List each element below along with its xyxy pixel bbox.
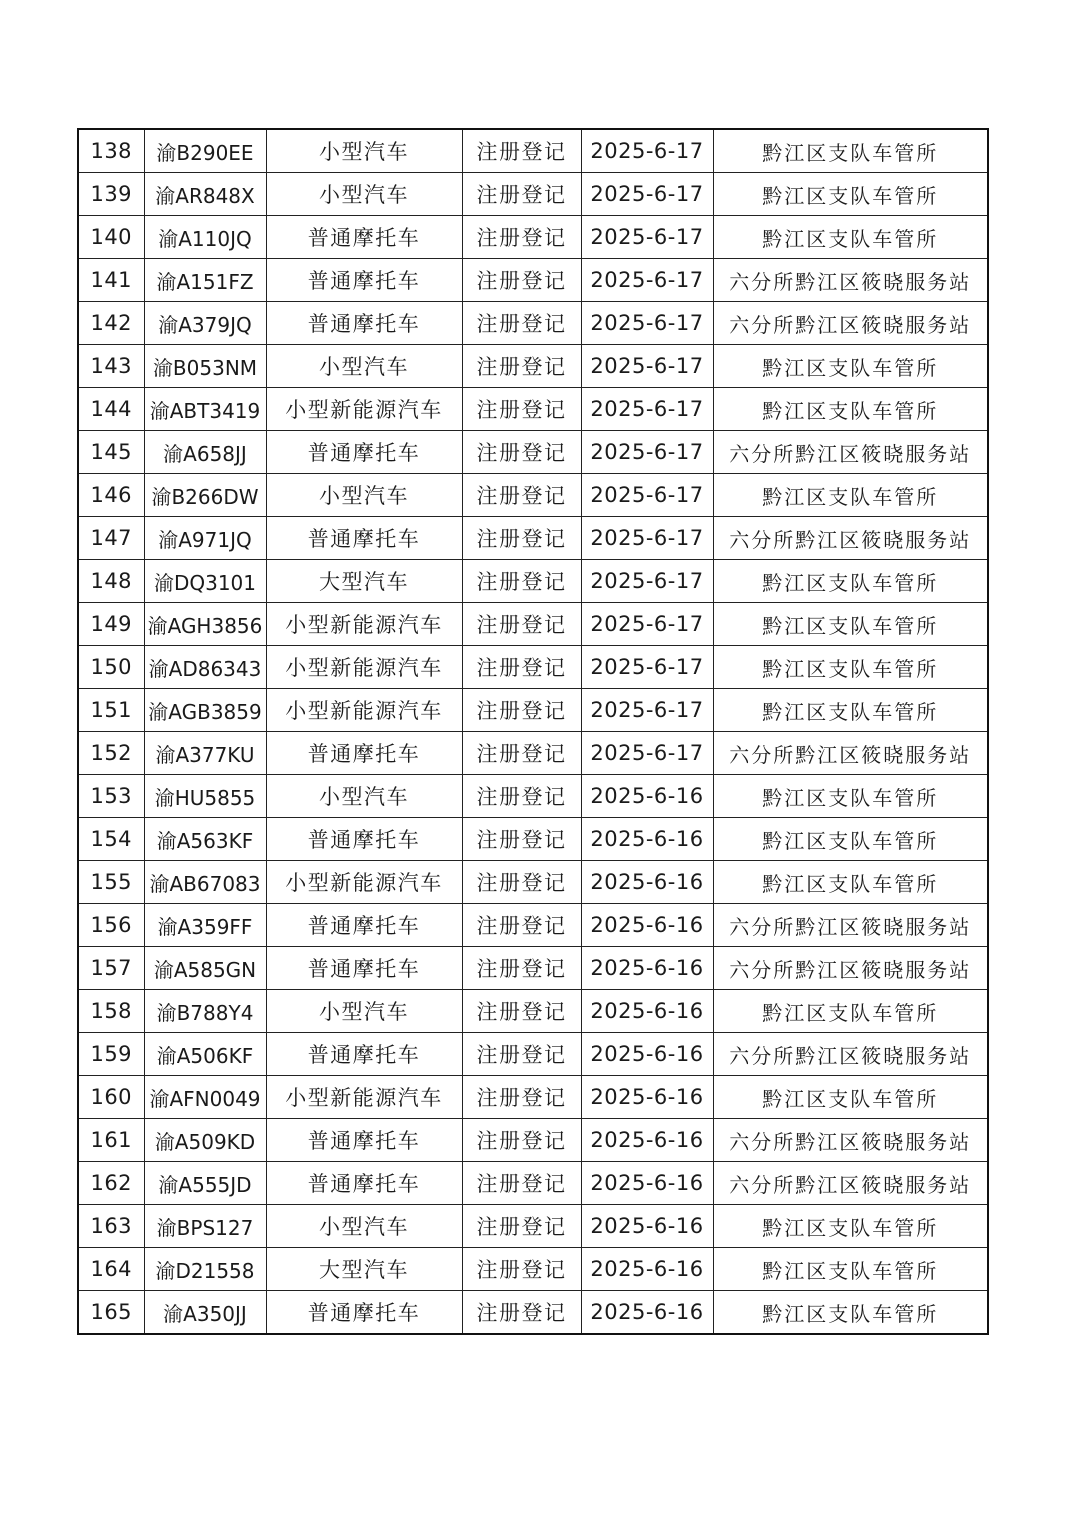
plate-number: 渝AGB3859 bbox=[144, 689, 266, 732]
vehicle-type: 小型汽车 bbox=[266, 474, 462, 517]
vehicle-type: 普通摩托车 bbox=[266, 1033, 462, 1076]
table-row bbox=[78, 775, 988, 818]
business-type: 注册登记 bbox=[462, 431, 581, 474]
registration-date: 2025-6-17 bbox=[581, 517, 713, 560]
vehicle-type: 普通摩托车 bbox=[266, 1291, 462, 1335]
business-type: 注册登记 bbox=[462, 1119, 581, 1162]
table-row bbox=[78, 904, 988, 947]
row-number: 161 bbox=[78, 1119, 144, 1162]
vehicle-type: 普通摩托车 bbox=[266, 216, 462, 259]
plate-number: 渝A350JJ bbox=[144, 1291, 266, 1335]
office-name: 黔江区支队车管所 bbox=[713, 474, 988, 517]
table-row bbox=[78, 560, 988, 603]
registration-date: 2025-6-16 bbox=[581, 1205, 713, 1248]
table-row bbox=[78, 861, 988, 904]
row-number: 142 bbox=[78, 302, 144, 345]
business-type: 注册登记 bbox=[462, 1076, 581, 1119]
table-row bbox=[78, 646, 988, 689]
office-name: 黔江区支队车管所 bbox=[713, 646, 988, 689]
business-type: 注册登记 bbox=[462, 603, 581, 646]
registration-date: 2025-6-17 bbox=[581, 173, 713, 216]
business-type: 注册登记 bbox=[462, 302, 581, 345]
row-number: 140 bbox=[78, 216, 144, 259]
office-name: 六分所黔江区筱晓服务站 bbox=[713, 517, 988, 560]
vehicle-type: 大型汽车 bbox=[266, 1248, 462, 1291]
office-name: 黔江区支队车管所 bbox=[713, 173, 988, 216]
business-type: 注册登记 bbox=[462, 517, 581, 560]
row-number: 162 bbox=[78, 1162, 144, 1205]
row-number: 151 bbox=[78, 689, 144, 732]
vehicle-type: 普通摩托车 bbox=[266, 1119, 462, 1162]
vehicle-type: 小型汽车 bbox=[266, 1205, 462, 1248]
row-number: 141 bbox=[78, 259, 144, 302]
office-name: 六分所黔江区筱晓服务站 bbox=[713, 732, 988, 775]
registration-date: 2025-6-17 bbox=[581, 431, 713, 474]
table-row bbox=[78, 1162, 988, 1205]
vehicle-type: 普通摩托车 bbox=[266, 302, 462, 345]
table-row bbox=[78, 302, 988, 345]
row-number: 148 bbox=[78, 560, 144, 603]
registration-date: 2025-6-17 bbox=[581, 474, 713, 517]
registration-date: 2025-6-16 bbox=[581, 775, 713, 818]
vehicle-type: 普通摩托车 bbox=[266, 431, 462, 474]
business-type: 注册登记 bbox=[462, 818, 581, 861]
row-number: 143 bbox=[78, 345, 144, 388]
vehicle-type: 小型汽车 bbox=[266, 775, 462, 818]
table-row bbox=[78, 345, 988, 388]
business-type: 注册登记 bbox=[462, 732, 581, 775]
row-number: 138 bbox=[78, 129, 144, 173]
vehicle-type: 小型新能源汽车 bbox=[266, 1076, 462, 1119]
registration-table bbox=[77, 128, 989, 1335]
registration-date: 2025-6-17 bbox=[581, 646, 713, 689]
plate-number: 渝AD86343 bbox=[144, 646, 266, 689]
vehicle-type: 小型汽车 bbox=[266, 129, 462, 173]
business-type: 注册登记 bbox=[462, 129, 581, 173]
row-number: 145 bbox=[78, 431, 144, 474]
registration-date: 2025-6-16 bbox=[581, 947, 713, 990]
row-number: 165 bbox=[78, 1291, 144, 1335]
table-row bbox=[78, 431, 988, 474]
row-number: 158 bbox=[78, 990, 144, 1033]
business-type: 注册登记 bbox=[462, 173, 581, 216]
business-type: 注册登记 bbox=[462, 775, 581, 818]
vehicle-type: 普通摩托车 bbox=[266, 818, 462, 861]
plate-number: 渝AGH3856 bbox=[144, 603, 266, 646]
office-name: 六分所黔江区筱晓服务站 bbox=[713, 259, 988, 302]
registration-date: 2025-6-17 bbox=[581, 216, 713, 259]
registration-date: 2025-6-16 bbox=[581, 1119, 713, 1162]
vehicle-type: 小型新能源汽车 bbox=[266, 646, 462, 689]
office-name: 六分所黔江区筱晓服务站 bbox=[713, 1119, 988, 1162]
office-name: 六分所黔江区筱晓服务站 bbox=[713, 947, 988, 990]
registration-date: 2025-6-17 bbox=[581, 302, 713, 345]
vehicle-type: 小型汽车 bbox=[266, 345, 462, 388]
registration-date: 2025-6-16 bbox=[581, 818, 713, 861]
plate-number: 渝A359FF bbox=[144, 904, 266, 947]
office-name: 黔江区支队车管所 bbox=[713, 1076, 988, 1119]
business-type: 注册登记 bbox=[462, 388, 581, 431]
vehicle-type: 普通摩托车 bbox=[266, 259, 462, 302]
registration-date: 2025-6-17 bbox=[581, 129, 713, 173]
registration-date: 2025-6-17 bbox=[581, 732, 713, 775]
business-type: 注册登记 bbox=[462, 259, 581, 302]
business-type: 注册登记 bbox=[462, 1291, 581, 1335]
plate-number: 渝B290EE bbox=[144, 129, 266, 173]
plate-number: 渝B053NM bbox=[144, 345, 266, 388]
registration-date: 2025-6-16 bbox=[581, 1291, 713, 1335]
row-number: 147 bbox=[78, 517, 144, 560]
business-type: 注册登记 bbox=[462, 861, 581, 904]
row-number: 150 bbox=[78, 646, 144, 689]
office-name: 六分所黔江区筱晓服务站 bbox=[713, 904, 988, 947]
business-type: 注册登记 bbox=[462, 990, 581, 1033]
business-type: 注册登记 bbox=[462, 947, 581, 990]
plate-number: 渝A379JQ bbox=[144, 302, 266, 345]
registration-date: 2025-6-17 bbox=[581, 603, 713, 646]
table-row bbox=[78, 129, 988, 173]
business-type: 注册登记 bbox=[462, 1162, 581, 1205]
business-type: 注册登记 bbox=[462, 1205, 581, 1248]
vehicle-type: 小型新能源汽车 bbox=[266, 603, 462, 646]
row-number: 153 bbox=[78, 775, 144, 818]
office-name: 黔江区支队车管所 bbox=[713, 560, 988, 603]
office-name: 黔江区支队车管所 bbox=[713, 345, 988, 388]
registration-date: 2025-6-16 bbox=[581, 861, 713, 904]
vehicle-type: 小型汽车 bbox=[266, 173, 462, 216]
office-name: 黔江区支队车管所 bbox=[713, 388, 988, 431]
table-row bbox=[78, 1205, 988, 1248]
table-row bbox=[78, 474, 988, 517]
office-name: 六分所黔江区筱晓服务站 bbox=[713, 431, 988, 474]
table-row bbox=[78, 603, 988, 646]
row-number: 154 bbox=[78, 818, 144, 861]
plate-number: 渝B788Y4 bbox=[144, 990, 266, 1033]
row-number: 146 bbox=[78, 474, 144, 517]
plate-number: 渝AFN0049 bbox=[144, 1076, 266, 1119]
table-row bbox=[78, 216, 988, 259]
office-name: 黔江区支队车管所 bbox=[713, 775, 988, 818]
plate-number: 渝A555JD bbox=[144, 1162, 266, 1205]
plate-number: 渝BPS127 bbox=[144, 1205, 266, 1248]
registration-date: 2025-6-17 bbox=[581, 388, 713, 431]
row-number: 160 bbox=[78, 1076, 144, 1119]
table-row bbox=[78, 1119, 988, 1162]
plate-number: 渝A377KU bbox=[144, 732, 266, 775]
plate-number: 渝ABT3419 bbox=[144, 388, 266, 431]
business-type: 注册登记 bbox=[462, 216, 581, 259]
plate-number: 渝DQ3101 bbox=[144, 560, 266, 603]
plate-number: 渝AB67083 bbox=[144, 861, 266, 904]
row-number: 155 bbox=[78, 861, 144, 904]
vehicle-type: 小型新能源汽车 bbox=[266, 388, 462, 431]
office-name: 六分所黔江区筱晓服务站 bbox=[713, 1033, 988, 1076]
office-name: 黔江区支队车管所 bbox=[713, 1248, 988, 1291]
business-type: 注册登记 bbox=[462, 689, 581, 732]
row-number: 159 bbox=[78, 1033, 144, 1076]
business-type: 注册登记 bbox=[462, 1248, 581, 1291]
registration-date: 2025-6-16 bbox=[581, 1162, 713, 1205]
table-row bbox=[78, 689, 988, 732]
plate-number: 渝A971JQ bbox=[144, 517, 266, 560]
registration-date: 2025-6-17 bbox=[581, 345, 713, 388]
plate-number: 渝A563KF bbox=[144, 818, 266, 861]
row-number: 139 bbox=[78, 173, 144, 216]
business-type: 注册登记 bbox=[462, 1033, 581, 1076]
office-name: 六分所黔江区筱晓服务站 bbox=[713, 302, 988, 345]
office-name: 黔江区支队车管所 bbox=[713, 861, 988, 904]
plate-number: 渝D21558 bbox=[144, 1248, 266, 1291]
office-name: 黔江区支队车管所 bbox=[713, 689, 988, 732]
office-name: 黔江区支队车管所 bbox=[713, 129, 988, 173]
table-row bbox=[78, 947, 988, 990]
registration-date: 2025-6-16 bbox=[581, 1033, 713, 1076]
office-name: 黔江区支队车管所 bbox=[713, 216, 988, 259]
row-number: 164 bbox=[78, 1248, 144, 1291]
plate-number: 渝A658JJ bbox=[144, 431, 266, 474]
table-row bbox=[78, 1248, 988, 1291]
registration-date: 2025-6-16 bbox=[581, 990, 713, 1033]
vehicle-type: 小型新能源汽车 bbox=[266, 861, 462, 904]
vehicle-type: 普通摩托车 bbox=[266, 732, 462, 775]
office-name: 六分所黔江区筱晓服务站 bbox=[713, 1162, 988, 1205]
office-name: 黔江区支队车管所 bbox=[713, 1291, 988, 1335]
table-row bbox=[78, 1033, 988, 1076]
table-row bbox=[78, 259, 988, 302]
business-type: 注册登记 bbox=[462, 345, 581, 388]
row-number: 157 bbox=[78, 947, 144, 990]
registration-date: 2025-6-17 bbox=[581, 560, 713, 603]
row-number: 144 bbox=[78, 388, 144, 431]
registration-date: 2025-6-16 bbox=[581, 1248, 713, 1291]
plate-number: 渝A585GN bbox=[144, 947, 266, 990]
vehicle-type: 普通摩托车 bbox=[266, 1162, 462, 1205]
vehicle-type: 小型汽车 bbox=[266, 990, 462, 1033]
plate-number: 渝A151FZ bbox=[144, 259, 266, 302]
plate-number: 渝A509KD bbox=[144, 1119, 266, 1162]
table-row bbox=[78, 818, 988, 861]
business-type: 注册登记 bbox=[462, 904, 581, 947]
row-number: 152 bbox=[78, 732, 144, 775]
business-type: 注册登记 bbox=[462, 560, 581, 603]
vehicle-type: 普通摩托车 bbox=[266, 947, 462, 990]
plate-number: 渝AR848X bbox=[144, 173, 266, 216]
vehicle-type: 小型新能源汽车 bbox=[266, 689, 462, 732]
business-type: 注册登记 bbox=[462, 474, 581, 517]
table-row bbox=[78, 1076, 988, 1119]
vehicle-type: 大型汽车 bbox=[266, 560, 462, 603]
office-name: 黔江区支队车管所 bbox=[713, 818, 988, 861]
registration-date: 2025-6-17 bbox=[581, 689, 713, 732]
table-body bbox=[78, 129, 988, 1334]
table-row bbox=[78, 990, 988, 1033]
table-row bbox=[78, 173, 988, 216]
row-number: 149 bbox=[78, 603, 144, 646]
table-row bbox=[78, 388, 988, 431]
business-type: 注册登记 bbox=[462, 646, 581, 689]
plate-number: 渝B266DW bbox=[144, 474, 266, 517]
registration-date: 2025-6-17 bbox=[581, 259, 713, 302]
office-name: 黔江区支队车管所 bbox=[713, 603, 988, 646]
table-row bbox=[78, 1291, 988, 1335]
registration-date: 2025-6-16 bbox=[581, 1076, 713, 1119]
registration-date: 2025-6-16 bbox=[581, 904, 713, 947]
plate-number: 渝A506KF bbox=[144, 1033, 266, 1076]
row-number: 156 bbox=[78, 904, 144, 947]
plate-number: 渝A110JQ bbox=[144, 216, 266, 259]
table-row bbox=[78, 732, 988, 775]
office-name: 黔江区支队车管所 bbox=[713, 1205, 988, 1248]
row-number: 163 bbox=[78, 1205, 144, 1248]
table-row bbox=[78, 517, 988, 560]
vehicle-type: 普通摩托车 bbox=[266, 904, 462, 947]
office-name: 黔江区支队车管所 bbox=[713, 990, 988, 1033]
plate-number: 渝HU5855 bbox=[144, 775, 266, 818]
vehicle-type: 普通摩托车 bbox=[266, 517, 462, 560]
